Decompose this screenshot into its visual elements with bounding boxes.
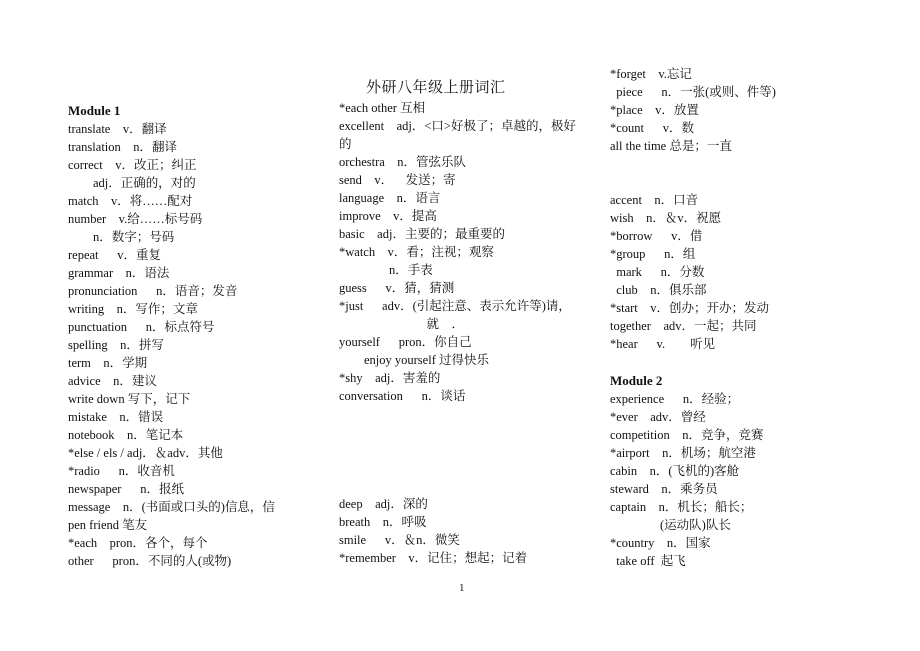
vocab-entry: mark n．分数: [610, 265, 705, 279]
vocab-entry: *hear v. 听见: [610, 337, 716, 351]
vocab-entry: term n．学期: [68, 356, 148, 370]
vocab-entry: *watch v．看；注视；观察: [339, 245, 494, 259]
vocab-entry: other pron．不同的人(或物): [68, 554, 232, 568]
vocab-entry: (运动队)队长: [610, 518, 731, 532]
vocab-entry: smile v．＆n．微笑: [339, 533, 460, 547]
vocab-entry: language n．语言: [339, 191, 441, 205]
vocab-entry: match v．将……配对: [68, 194, 193, 208]
vocab-entry: conversation n．谈话: [339, 389, 466, 403]
vocab-entry: *count v．数: [610, 121, 695, 135]
vocab-entry: pen friend 笔友: [68, 518, 148, 532]
vocab-entry: *radio n．收音机: [68, 464, 175, 478]
vocab-entry: *ever adv．曾经: [610, 410, 706, 424]
vocab-entry: spelling n．拼写: [68, 338, 164, 352]
vocab-entry: steward n．乘务员: [610, 482, 718, 496]
vocab-entry: orchestra n．管弦乐队: [339, 155, 467, 169]
vocab-entry: *forget v.忘记: [610, 67, 692, 81]
vocab-entry: translate v．翻译: [68, 122, 167, 136]
vocab-entry: *each pron．各个，每个: [68, 536, 208, 550]
vocab-entry: all the time 总是；一直: [610, 139, 732, 153]
vocab-entry: accent n．口音: [610, 193, 699, 207]
vocab-entry: experience n．经验；: [610, 392, 740, 406]
vocab-entry: *place v．放置: [610, 103, 699, 117]
vocab-entry: deep adj．深的: [339, 497, 428, 511]
vocab-entry: *airport n．机场；航空港: [610, 446, 756, 460]
vocab-entry: *else / els / adj．＆adv．其他: [68, 446, 223, 460]
vocab-entry: excellent adj．<口>好极了；卓越的，极好: [339, 119, 576, 133]
vocab-entry: competition n．竞争，竞赛: [610, 428, 764, 442]
module-heading: Module 1: [68, 103, 121, 118]
vocab-entry: *group n．组: [610, 247, 696, 261]
vocab-entry: *start v．创办；开办；发动: [610, 301, 770, 315]
vocab-entry: improve v．提高: [339, 209, 437, 223]
vocab-entry: breath n．呼吸: [339, 515, 427, 529]
vocab-entry: advice n．建议: [68, 374, 157, 388]
vocab-entry: 就 ．: [339, 317, 465, 331]
vocab-entry: together adv．一起；共同: [610, 319, 757, 333]
vocab-entry: number v.给……标号码: [68, 212, 203, 226]
vocab-entry: punctuation n．标点符号: [68, 320, 215, 334]
vocab-entry: guess v．猜，猜测: [339, 281, 455, 295]
document-title: 外研八年级上册词汇: [366, 78, 506, 96]
vocab-entry: notebook n．笔记本: [68, 428, 184, 442]
vocab-entry: pronunciation n．语音；发音: [68, 284, 238, 298]
vocab-entry: *shy adj．害羞的: [339, 371, 441, 385]
vocab-entry: captain n．机长；船长；: [610, 500, 753, 514]
vocab-entry: yourself pron．你自己: [339, 335, 472, 349]
vocab-entry: writing n．写作；文章: [68, 302, 198, 316]
vocab-entry: message n．(书面或口头的)信息，信: [68, 500, 275, 514]
vocab-entry: 的: [339, 137, 352, 151]
vocab-entry: enjoy yourself 过得快乐: [339, 353, 489, 367]
vocab-entry: piece n．一张(或则、件等): [610, 85, 776, 99]
vocab-entry: grammar n．语法: [68, 266, 170, 280]
vocab-entry: adj．正确的，对的: [68, 176, 196, 190]
vocab-entry: n．数字；号码: [68, 230, 175, 244]
module-heading: Module 2: [610, 373, 663, 388]
vocab-entry: *borrow v．借: [610, 229, 703, 243]
vocab-entry: basic adj．主要的；最重要的: [339, 227, 505, 241]
vocab-entry: repeat v．重复: [68, 248, 162, 262]
vocab-entry: *country n．国家: [610, 536, 711, 550]
page-number: 1: [459, 582, 465, 594]
vocab-entry: cabin n．(飞机的)客舱: [610, 464, 740, 478]
vocab-entry: *just adv．(引起注意、表示允许等)请，: [339, 299, 571, 313]
vocab-entry: n．手表: [339, 263, 433, 277]
vocab-entry: translation n．翻译: [68, 140, 178, 154]
vocab-entry: wish n．＆v．祝愿: [610, 211, 722, 225]
vocab-entry: newspaper n．报纸: [68, 482, 184, 496]
vocab-entry: club n．俱乐部: [610, 283, 707, 297]
vocab-entry: write down 写下，记下: [68, 392, 191, 406]
vocab-entry: *each other 互相: [339, 101, 426, 115]
vocab-entry: mistake n．错误: [68, 410, 164, 424]
vocab-entry: take off 起飞: [610, 554, 686, 568]
vocab-entry: correct v．改正；纠正: [68, 158, 197, 172]
vocab-entry: *remember v．记住；想起；记着: [339, 551, 528, 565]
vocab-entry: send v． 发送；寄: [339, 173, 456, 187]
